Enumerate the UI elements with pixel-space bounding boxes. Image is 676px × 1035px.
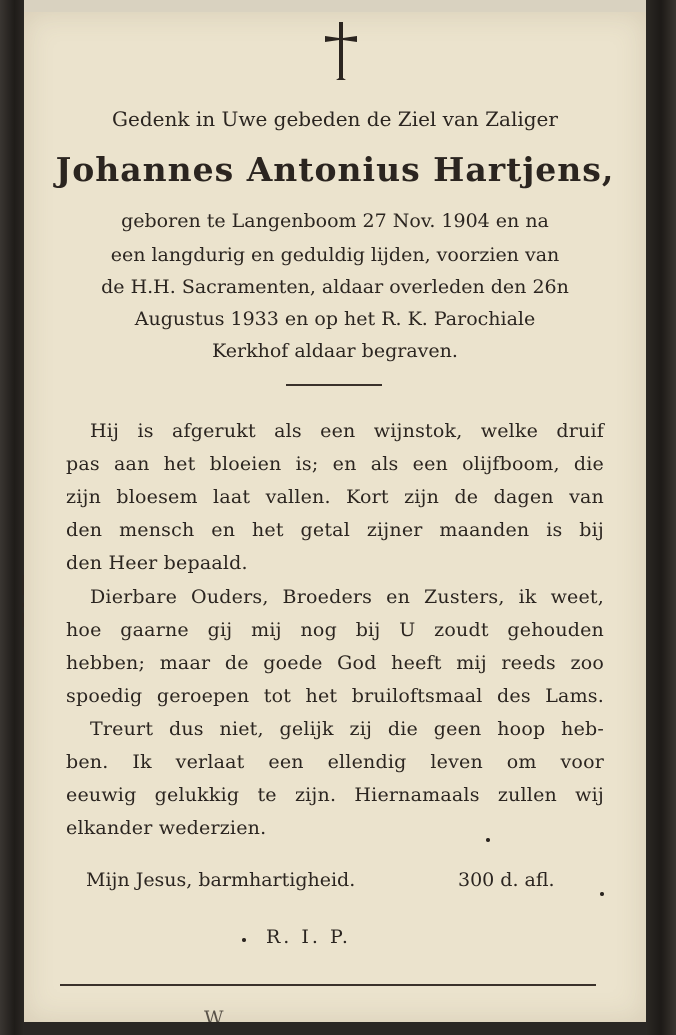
- verse-line-4: den mensch en het getal zijner maanden is bij: [66, 519, 604, 541]
- rip-line: R. I. P.: [266, 926, 351, 948]
- farewell-line-8: elkander wederzien.: [66, 817, 267, 839]
- verse-line-2: pas aan het bloeien is; en als een olijfboom, die: [66, 453, 604, 475]
- cut-off-text: W: [204, 1007, 230, 1029]
- bio-line-5: Kerkhof aldaar begraven.: [212, 340, 458, 362]
- ink-speck: [600, 892, 604, 896]
- indulgence-line: 300 d. afl.: [458, 869, 555, 891]
- verse-line-5: den Heer bepaald.: [66, 552, 248, 574]
- farewell-line-5: Treurt dus niet, gelijk zij die geen hoop heb-: [90, 718, 604, 740]
- ink-speck: [242, 938, 246, 942]
- scan-right-edge: [646, 0, 676, 1035]
- latin-cross-icon: [321, 20, 361, 82]
- memorial-card: [24, 12, 646, 1029]
- farewell-line-4: spoedig geroepen tot het bruiloftsmaal des Lams.: [66, 685, 604, 707]
- bio-line-3: de H.H. Sacramenten, aldaar overleden den 26n: [101, 276, 569, 298]
- verse-line-1: Hij is afgerukt als een wijnstok, welke druif: [90, 420, 604, 442]
- farewell-line-3: hebben; maar de goede God heeft mij reeds zoo: [66, 652, 604, 674]
- farewell-line-1: Dierbare Ouders, Broeders en Zusters, ik weet,: [90, 586, 604, 608]
- ink-speck: [486, 838, 490, 842]
- farewell-line-6: ben. Ik verlaat een ellendig leven om voor: [66, 751, 604, 773]
- bottom-rule: [60, 984, 596, 986]
- bio-line-1: geboren te Langenboom 27 Nov. 1904 en na: [121, 210, 549, 232]
- bio-line-4: Augustus 1933 en op het R. K. Parochiale: [134, 308, 536, 330]
- farewell-line-7: eeuwig gelukkig te zijn. Hiernamaals zullen wij: [66, 784, 604, 806]
- intro-line: Gedenk in Uwe gebeden de Ziel van Zaliger: [112, 107, 558, 131]
- farewell-line-2: hoe gaarne gij mij nog bij U zoudt gehouden: [66, 619, 604, 641]
- prayer-line: Mijn Jesus, barmhartigheid.: [86, 869, 356, 891]
- scan-left-edge: [0, 0, 24, 1035]
- verse-line-3: zijn bloesem laat vallen. Kort zijn de dagen van: [66, 486, 604, 508]
- bio-line-2: een langdurig en geduldig lijden, voorzien van: [110, 244, 560, 266]
- deceased-name: Johannes Antonius Hartjens,: [55, 150, 615, 189]
- section-divider: [286, 384, 382, 386]
- margin-mark: [20, 575, 26, 631]
